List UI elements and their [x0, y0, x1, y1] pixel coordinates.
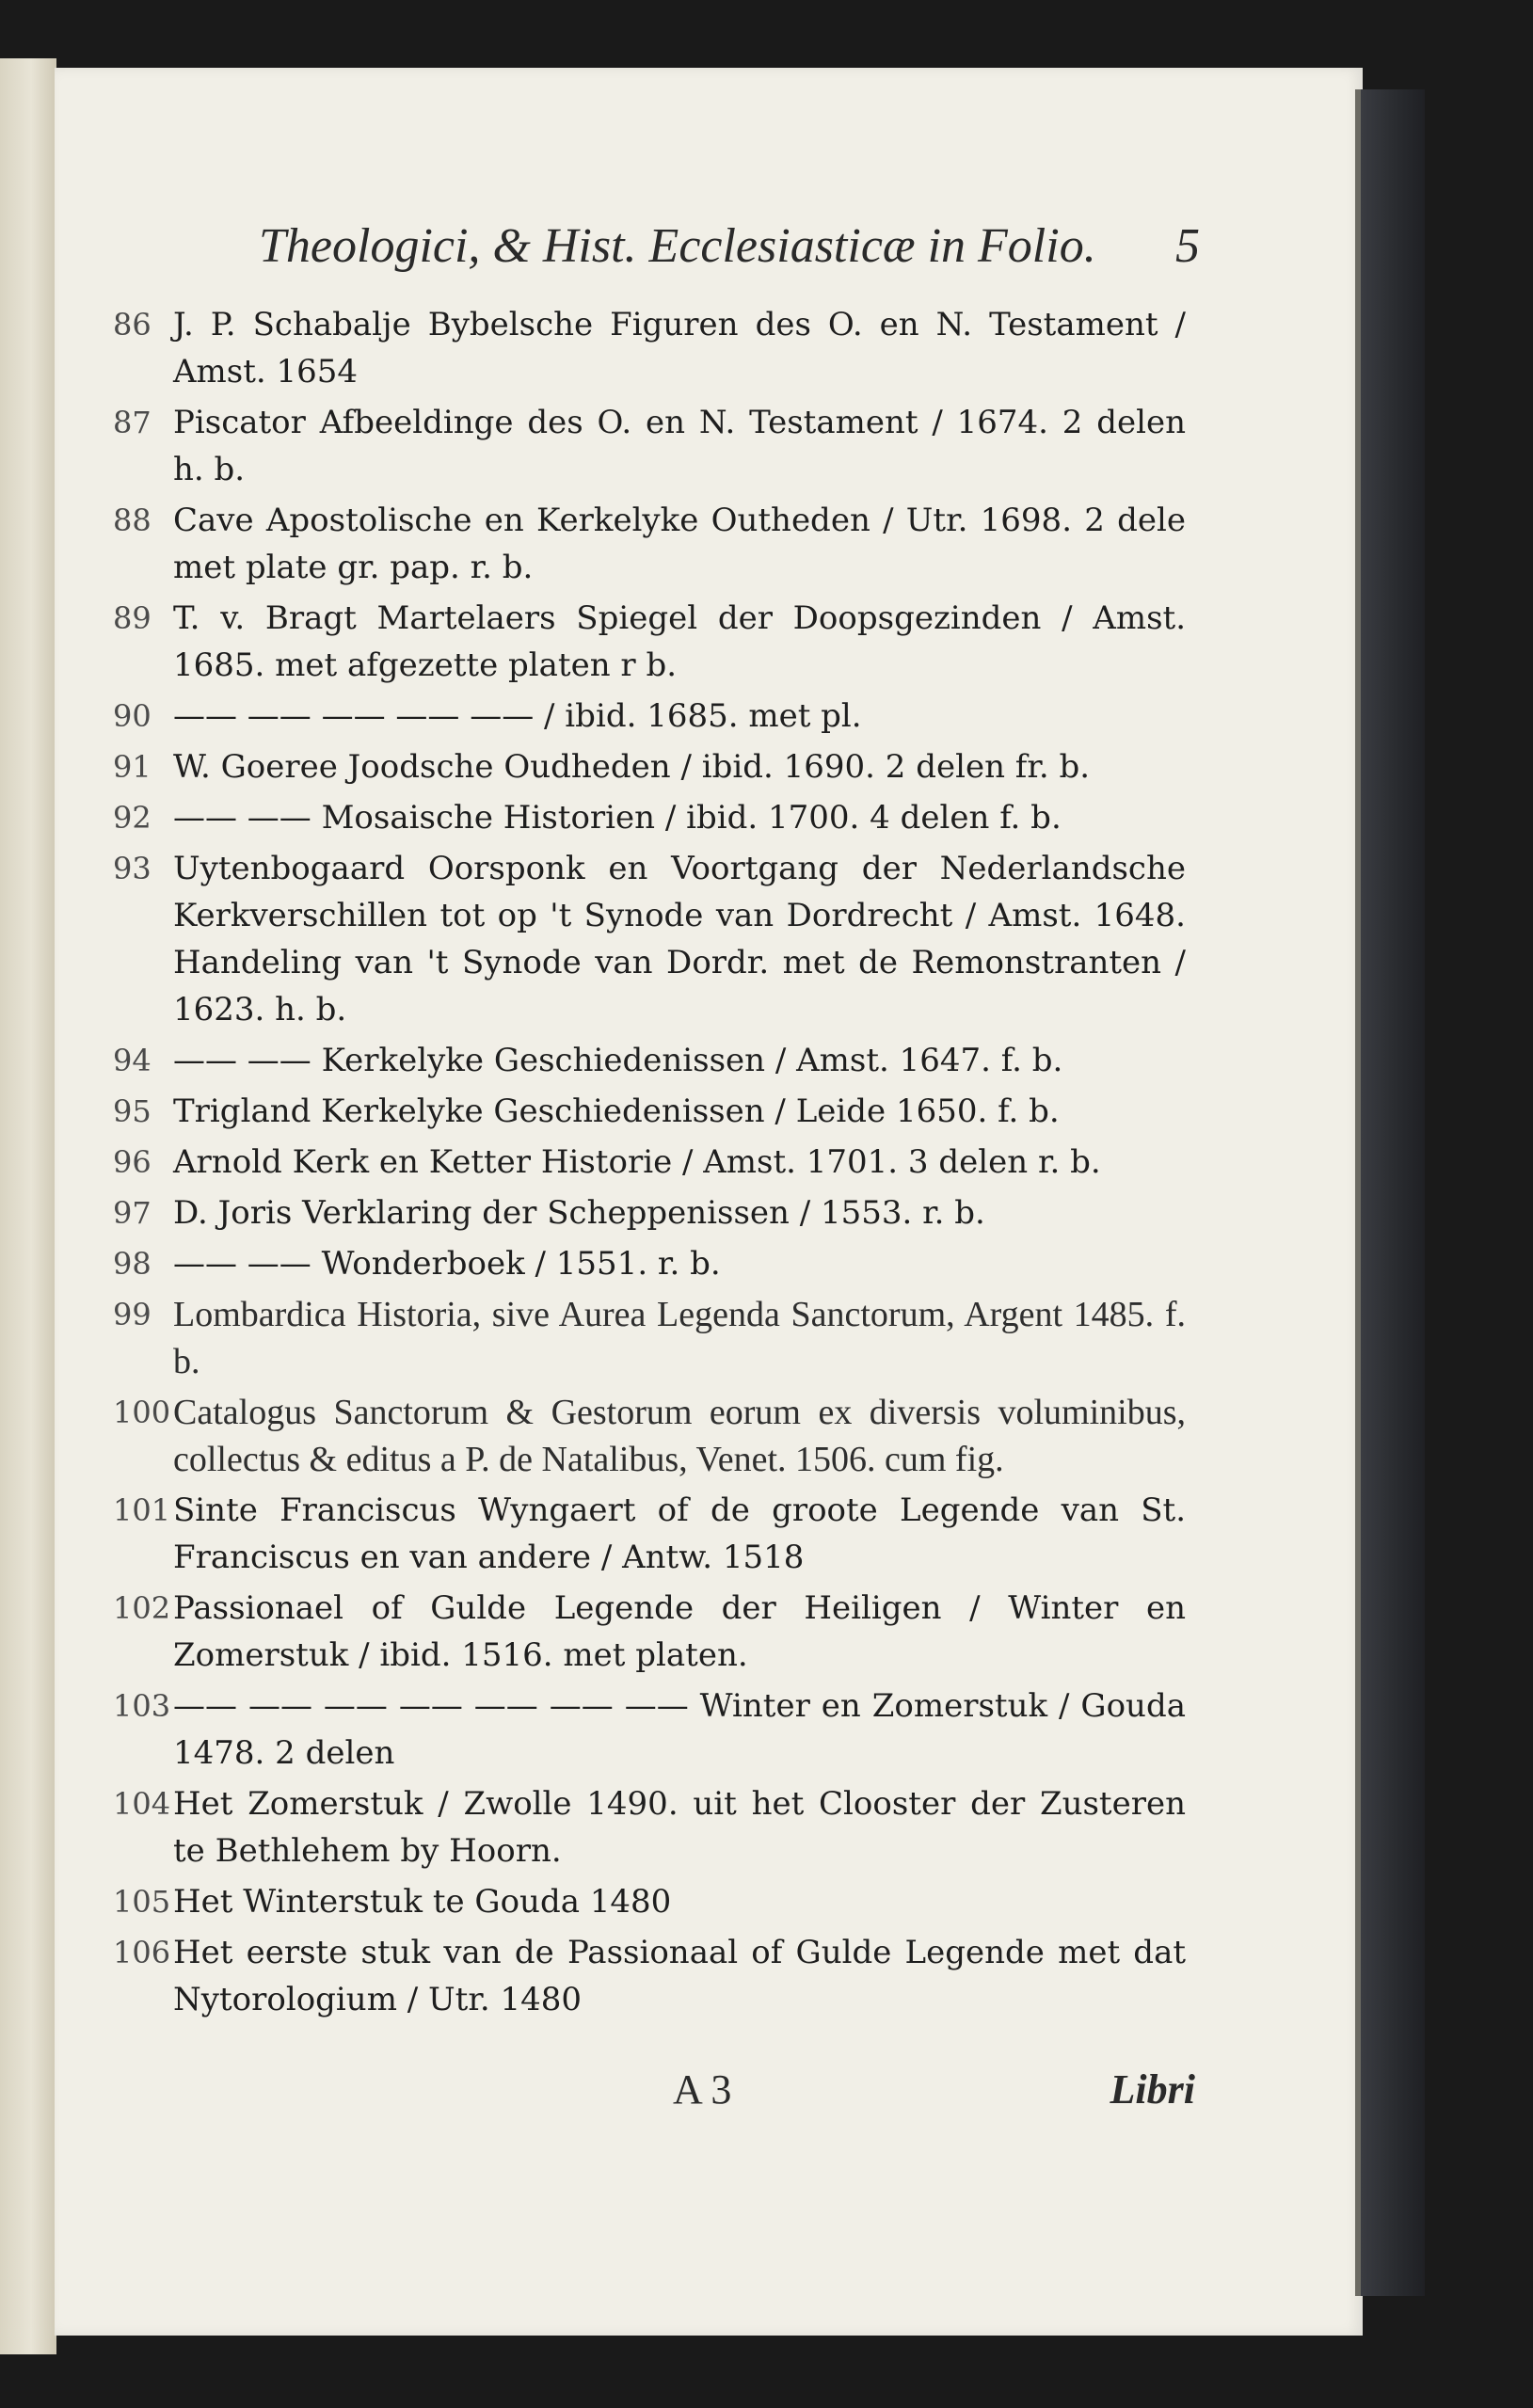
catalog-entry — [113, 497, 1186, 591]
entry-text: Het Winterstuk te Gouda 1480 — [173, 1883, 672, 1921]
running-header — [202, 218, 1200, 284]
entry-text: Sinte Franciscus Wyngaert of de groote Legende van St. Franciscus en van andere / Antw. 1518 — [173, 1491, 1186, 1576]
page-number: 5 — [1175, 219, 1200, 273]
entry-number: 94 — [113, 1043, 152, 1078]
entry-text: —— —— —— —— —— —— —— Winter en Zomerstuk / Gouda 1478. 2 delen — [173, 1687, 1186, 1772]
entry-number: 98 — [113, 1246, 152, 1282]
entry-number: 99 — [113, 1297, 152, 1332]
catalog-entry — [113, 1088, 1186, 1135]
catalog-entry — [113, 1585, 1186, 1679]
catalog-entry — [113, 1780, 1186, 1874]
entry-number: 95 — [113, 1093, 152, 1129]
page-footer — [659, 2065, 1195, 2122]
catalog-entry — [113, 794, 1186, 841]
catalog-entry — [113, 1139, 1186, 1186]
signature-mark: A 3 — [673, 2066, 732, 2113]
entry-text: Lombardica Historia, sive Aurea Legenda Sanctorum, Argent 1485. f. b. — [173, 1295, 1186, 1381]
entry-number: 104 — [113, 1786, 171, 1822]
entry-number: 91 — [113, 749, 152, 785]
entry-text: Cave Apostolische en Kerkelyke Outheden / Utr. 1698. 2 dele met plate gr. pap. r. b. — [173, 502, 1186, 586]
entry-text: Uytenbogaard Oorsponk en Voortgang der Nederlandsche Kerkverschillen tot op 't Synode van Dordrecht / Amst. 1648. Handeling van 't Synode van Dordr. met de Remonstranten / 1623. h. b. — [173, 850, 1186, 1029]
header-title: Theologici, & Hist. Ecclesiasticæ in Folio. — [259, 219, 1096, 273]
entry-text: Piscator Afbeeldinge des O. en N. Testament / 1674. 2 delen h. b. — [173, 404, 1186, 488]
entry-text: Het Zomerstuk / Zwolle 1490. uit het Clooster der Zusteren te Bethlehem by Hoorn. — [173, 1785, 1186, 1870]
catalog-entry — [113, 693, 1186, 740]
catalog-entry — [113, 1389, 1186, 1483]
catalog-entry — [113, 301, 1186, 395]
catalog-entry — [113, 1240, 1186, 1287]
entry-text: Arnold Kerk en Ketter Historie / Amst. 1701. 3 delen r. b. — [173, 1143, 1101, 1181]
entry-number: 103 — [113, 1688, 171, 1724]
entry-number: 92 — [113, 800, 152, 836]
entry-number: 97 — [113, 1195, 152, 1231]
catalog-entry — [113, 1682, 1186, 1777]
entry-text: J. P. Schabalje Bybelsche Figuren des O. en N. Testament / Amst. 1654 — [173, 306, 1186, 391]
entry-text: —— —— Kerkelyke Geschiedenissen / Amst. 1647. f. b. — [173, 1042, 1063, 1079]
catalog-entry — [113, 399, 1186, 493]
catchword: Libri — [1110, 2066, 1195, 2113]
entry-number: 88 — [113, 502, 152, 538]
entry-text: —— —— Wonderboek / 1551. r. b. — [173, 1245, 721, 1283]
entry-number: 87 — [113, 405, 152, 440]
catalog-entry — [113, 595, 1186, 689]
entry-text: —— —— —— —— —— / ibid. 1685. met pl. — [173, 697, 862, 735]
entry-number: 100 — [113, 1395, 171, 1430]
entry-number: 86 — [113, 307, 152, 343]
entry-text: Trigland Kerkelyke Geschiedenissen / Leide 1650. f. b. — [173, 1092, 1060, 1130]
catalog-entry — [113, 743, 1186, 790]
entry-number: 105 — [113, 1884, 171, 1920]
entry-text: W. Goeree Joodsche Oudheden / ibid. 1690. 2 delen fr. b. — [173, 748, 1091, 786]
catalog-entry — [113, 845, 1186, 1033]
entry-number: 101 — [113, 1492, 171, 1528]
catalog-entry — [113, 1189, 1186, 1236]
entry-text: Passionael of Gulde Legende der Heiligen / Winter en Zomerstuk / ibid. 1516. met platen. — [173, 1589, 1186, 1674]
entry-number: 106 — [113, 1935, 171, 1970]
entry-number: 89 — [113, 600, 152, 636]
catalog-entry — [113, 1929, 1186, 2023]
left-page-edge — [0, 58, 56, 2354]
catalog-entry — [113, 1878, 1186, 1925]
entry-number: 90 — [113, 698, 152, 734]
entry-number: 96 — [113, 1144, 152, 1180]
entry-text: —— —— Mosaische Historien / ibid. 1700. 4 delen f. b. — [173, 799, 1062, 837]
entry-text: Het eerste stuk van de Passionaal of Gulde Legende met dat Nytorologium / Utr. 1480 — [173, 1934, 1186, 2018]
catalog-entry — [113, 1487, 1186, 1581]
book-cover — [1361, 89, 1425, 2296]
entry-text: D. Joris Verklaring der Scheppenissen / 1553. r. b. — [173, 1194, 985, 1232]
catalog-entry — [113, 1037, 1186, 1084]
entry-number: 102 — [113, 1590, 171, 1626]
entry-number: 93 — [113, 851, 152, 886]
catalog-entries — [113, 301, 1186, 2027]
catalog-entry — [113, 1291, 1186, 1385]
entry-text: Catalogus Sanctorum & Gestorum eorum ex diversis voluminibus, collectus & editus a P. de Natalibus, Venet. 1506. cum fig. — [173, 1393, 1186, 1479]
entry-text: T. v. Bragt Martelaers Spiegel der Doopsgezinden / Amst. 1685. met afgezette platen r b. — [173, 599, 1186, 684]
